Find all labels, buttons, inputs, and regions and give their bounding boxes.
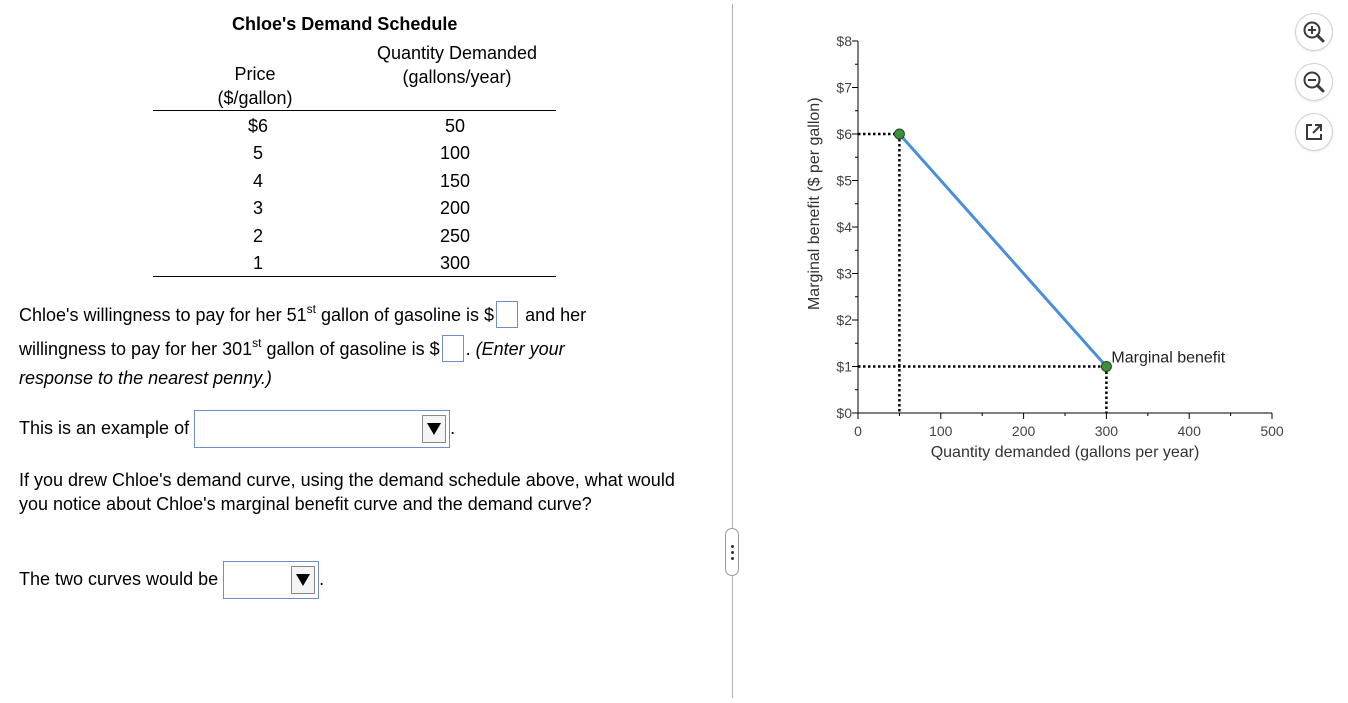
x-axis-title: Quantity demanded (gallons per year) [930, 444, 1200, 461]
price-cell: 5 [252, 143, 263, 163]
x-tick-label: 200 [1011, 423, 1036, 439]
x-tick-label: 300 [1094, 423, 1119, 439]
data-point [1101, 362, 1111, 372]
dropdown-arrow-icon[interactable] [422, 415, 446, 443]
y-tick-label: $5 [836, 172, 852, 189]
price-header-line2: ($/gallon) [217, 88, 293, 108]
price-cell: 1 [252, 253, 263, 273]
curves-line: The two curves would be . [19, 561, 324, 599]
marginal-benefit-line [899, 134, 1106, 367]
x-tick-label: 500 [1260, 423, 1284, 439]
x-tick-label: 400 [1177, 423, 1201, 439]
y-tick-label: $4 [836, 219, 852, 235]
marginal-benefit-chart [734, 0, 1348, 698]
curves-dropdown[interactable] [223, 561, 319, 599]
table-bottom-rule [153, 276, 556, 277]
x-tick-label: 100 [929, 423, 953, 439]
instruction-text: (Enter your [475, 339, 565, 359]
y-tick-label: $3 [836, 265, 852, 282]
graph-pane [734, 0, 1348, 698]
y-tick-label: $1 [836, 358, 852, 375]
quantity-cell: 200 [439, 198, 471, 218]
y-tick-label: $2 [836, 312, 852, 328]
table-row [153, 226, 556, 253]
question1-line3 [19, 361, 272, 395]
zoom-out-button[interactable] [1296, 64, 1332, 100]
table-top-rule [153, 110, 556, 111]
expand-button[interactable] [1296, 114, 1332, 150]
zoom-in-button[interactable] [1296, 14, 1332, 50]
qty-header-line1: Quantity Demanded [376, 43, 538, 63]
y-tick-label: $7 [836, 79, 852, 96]
y-tick-label: $0 [836, 405, 852, 421]
series-label: Marginal benefit [1111, 349, 1226, 367]
x-tick-label: 0 [854, 423, 862, 439]
y-tick-label: $6 [836, 126, 852, 142]
y-tick-label: $8 [836, 33, 852, 49]
example-dropdown[interactable] [194, 410, 450, 448]
quantity-cell: 250 [439, 226, 471, 246]
table-row [153, 143, 556, 170]
quantity-cell: 100 [439, 143, 471, 163]
price-cell: 2 [252, 226, 263, 246]
price-column-header [170, 62, 340, 110]
question1-line1: Chloe's willingness to pay for her 51st gallon of gasoline is $ and her [19, 298, 586, 332]
answer1-input[interactable] [496, 301, 518, 328]
table-row [153, 171, 556, 198]
price-header-line1: Price [234, 64, 276, 84]
instruction-text-cont: response to the nearest penny.) [19, 368, 272, 388]
y-axis-title: Marginal benefit ($ per gallon) [806, 97, 823, 311]
price-cell: 3 [252, 198, 263, 218]
pane-divider[interactable] [732, 4, 733, 698]
zoom-in-icon [1301, 19, 1327, 45]
example-line: This is an example of . [19, 410, 455, 448]
price-cell: 4 [252, 171, 263, 191]
data-point [894, 129, 904, 139]
table-row [153, 116, 556, 143]
question2-text: If you drew Chloe's demand curve, using the demand schedule above, what would you notice about Chloe's marginal benefit curve and the demand curve? [19, 470, 675, 514]
answer2-input[interactable] [442, 335, 464, 362]
zoom-out-icon [1301, 69, 1327, 95]
quantity-cell: 300 [439, 253, 471, 273]
external-link-icon [1302, 120, 1326, 144]
quantity-cell: 150 [439, 171, 471, 191]
table-row [153, 198, 556, 225]
qty-header-line2: (gallons/year) [402, 67, 512, 87]
quantity-cell: 50 [444, 116, 466, 136]
table-title: Chloe's Demand Schedule [232, 14, 458, 34]
question1-line2: willingness to pay for her 301st gallon of gasoline is $ . (Enter your [19, 332, 565, 366]
price-cell: $6 [247, 116, 269, 136]
dropdown-arrow-icon[interactable] [291, 566, 315, 594]
quantity-column-header [357, 41, 557, 89]
